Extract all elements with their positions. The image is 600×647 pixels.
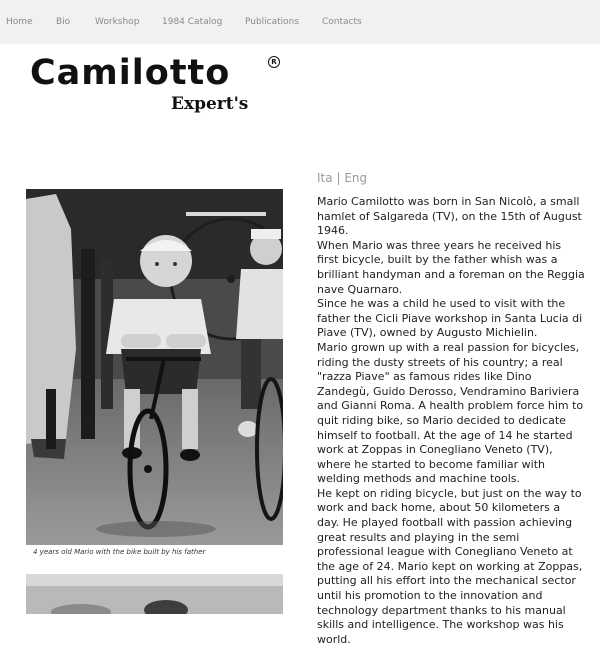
lang-ita-link[interactable]: Ita — [317, 171, 333, 185]
nav-home[interactable]: Home — [6, 17, 33, 27]
nav-1984-catalog[interactable]: 1984 Catalog — [162, 17, 223, 27]
bio-paragraph: Mario Camilotto was born in San Nicolò, a small hamlet of Salgareda (TV), on the 15th of August 1946. — [317, 195, 582, 238]
nav-publications[interactable]: Publications — [245, 17, 300, 27]
top-nav — [0, 0, 600, 44]
bio-text — [317, 195, 585, 647]
lang-eng-link[interactable]: Eng — [344, 171, 368, 185]
lang-separator: | — [336, 171, 341, 185]
bio-paragraph: He kept on riding bicycle, but just on the way to work and back home, about 50 kilometers a day. He played football with passion achieving great results and playing in the semi professional league with Conegliano Veneto at the age of 24. Mario kept on working at Zoppas, putting all his effort into the mechanical sector until his promotion to the innovation and technology department thanks to his manual skills and intelligence. The workshop was his world. — [317, 486, 583, 646]
photo-caption: 4 years old Mario with the bike built by his father — [33, 548, 206, 556]
nav-contacts[interactable]: Contacts — [322, 17, 362, 27]
logo-brand: Camilotto — [30, 53, 231, 93]
language-switcher — [317, 171, 367, 185]
logo-subtitle: Expert's — [171, 94, 249, 114]
nav-bio[interactable]: Bio — [56, 17, 71, 27]
nav-workshop[interactable]: Workshop — [95, 17, 140, 27]
bio-paragraph: When Mario was three years he received his first bicycle, built by the father whish was a brilliant handyman and a foreman on the Reggia nave Quarnaro. — [317, 238, 585, 296]
bio-paragraph: Since he was a child he used to visit with the father the Cicli Piave workshop in Santa Lucia di Piave (TV), owned by Augusto Michielin. — [317, 297, 583, 340]
second-photo — [26, 574, 283, 614]
childhood-bike-photo — [26, 189, 283, 545]
registered-mark-icon: R — [268, 56, 280, 68]
bio-paragraph: Mario grown up with a real passion for bicycles, riding the dusty streets of his country; a real "razza Piave" as famous rides like Dino Zandegù, Guido Derosso, Vendramino Bariviera and Gianni Roma. A health problem force him to quit riding bike, so Mario decided to dedicate himself to football. At the age of 14 he started work at Zoppas in Conegliano Veneto (TV), where he started to become familiar with welding methods and machine tools. — [317, 340, 584, 486]
camilotto-logo[interactable] — [30, 53, 290, 120]
